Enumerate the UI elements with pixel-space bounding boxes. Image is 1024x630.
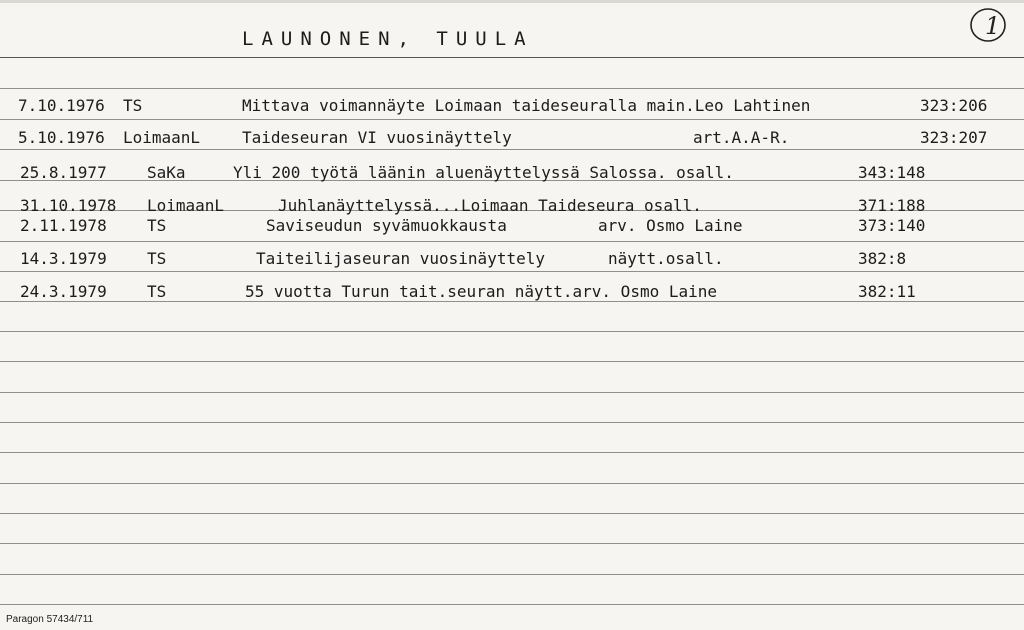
- entry-ref: 343:148: [858, 163, 926, 182]
- entry-source: LoimaanL: [123, 128, 201, 147]
- card-footer: Paragon 57434/711: [6, 614, 94, 625]
- entry-ref: 382:8: [858, 249, 907, 268]
- entry-date: 31.10.1978: [20, 196, 117, 215]
- entry-text: Saviseudun syvämuokkausta: [266, 216, 507, 235]
- entry-text: 55 vuotta Turun tait.seuran näytt.arv. Osmo Laine: [245, 282, 718, 301]
- entry-text: Taiteilijaseuran vuosinäyttely: [256, 249, 545, 268]
- entry-text: Taideseuran VI vuosinäyttely: [242, 128, 512, 147]
- entry-text: Mittava voimannäyte Loimaan taideseuralla main.Leo Lahtinen: [242, 96, 811, 115]
- ruled-line: [0, 392, 1024, 393]
- entry-source: TS: [147, 282, 167, 301]
- ruled-line: [0, 604, 1024, 605]
- entry-ref: 323:206: [920, 96, 988, 115]
- ruled-line: [0, 241, 1024, 242]
- ruled-line: [0, 119, 1024, 120]
- entry-ref: 371:188: [858, 196, 926, 215]
- entry-source: TS: [147, 249, 167, 268]
- header-rule: [0, 57, 1024, 58]
- ruled-line: [0, 513, 1024, 514]
- entry-date: 2.11.1978: [20, 216, 107, 235]
- top-edge: [0, 0, 1024, 3]
- entry-note: art.A.A-R.: [693, 128, 790, 147]
- entry-date: 7.10.1976: [18, 96, 105, 115]
- entry-text: Yli 200 työtä läänin aluenäyttelyssä Salossa. osall.: [233, 163, 734, 182]
- circled-number-mark: [968, 5, 1008, 45]
- entry-text: Juhlanäyttelyssä...Loimaan Taideseura osall.: [278, 196, 702, 215]
- entry-date: 25.8.1977: [20, 163, 107, 182]
- entry-date: 5.10.1976: [18, 128, 105, 147]
- ruled-line: [0, 543, 1024, 544]
- ruled-line: [0, 574, 1024, 575]
- entry-note: arv. Osmo Laine: [598, 216, 743, 235]
- ruled-line: [0, 422, 1024, 423]
- entry-source: LoimaanL: [147, 196, 225, 215]
- entry-date: 24.3.1979: [20, 282, 107, 301]
- entry-note: näytt.osall.: [608, 249, 724, 268]
- entry-ref: 382:11: [858, 282, 916, 301]
- entry-source: TS: [123, 96, 143, 115]
- entry-source: TS: [147, 216, 167, 235]
- ruled-line: [0, 452, 1024, 453]
- ruled-line: [0, 483, 1024, 484]
- ruled-line: [0, 361, 1024, 362]
- circled-number: 1: [985, 12, 1001, 40]
- ruled-line: [0, 149, 1024, 150]
- card-title: LAUNONEN, TUULA: [242, 28, 534, 50]
- ruled-line: [0, 271, 1024, 272]
- ruled-line: [0, 331, 1024, 332]
- entry-ref: 373:140: [858, 216, 926, 235]
- entry-source: SaKa: [147, 163, 186, 182]
- entry-ref: 323:207: [920, 128, 988, 147]
- ruled-line: [0, 88, 1024, 89]
- entry-date: 14.3.1979: [20, 249, 107, 268]
